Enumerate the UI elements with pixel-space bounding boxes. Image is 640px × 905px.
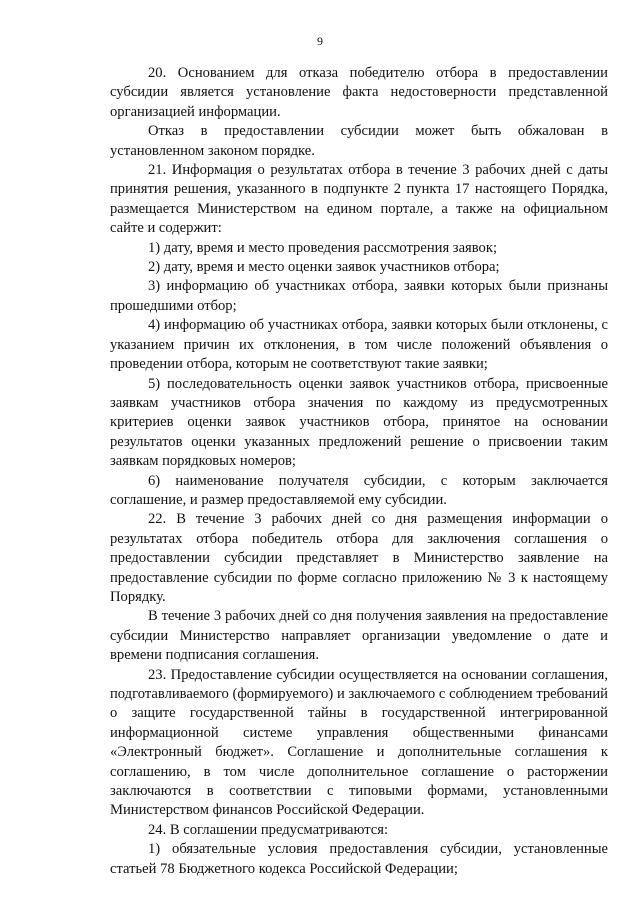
list-item-21-2: 2) дату, время и место оценки заявок участников отбора; bbox=[148, 259, 500, 276]
list-item-21-3: 3) информацию об участниках отбора, заявки которых были признаны прошедшими отбор; bbox=[110, 278, 608, 314]
list-item-21-1: 1) дату, время и место проведения рассмотрения заявок; bbox=[148, 239, 497, 256]
paragraph-20: 20. Основанием для отказа победителю отбора в предоставлении субсидии является установление факта недостоверности представленной организацией информации. bbox=[110, 65, 608, 120]
paragraph-22: 22. В течение 3 рабочих дней со дня размещения информации о результатах отбора победитель отбора для заключения соглашения о предоставлении субсидии представляет в Министерство заявление на предоставление субсидии по форме согласно приложению № 3 к настоящему Порядку. bbox=[110, 511, 608, 605]
list-item-21-6: 6) наименование получателя субсидии, с которым заключается соглашение, и размер предоставляемой ему субсидии. bbox=[110, 472, 608, 508]
page-number: 9 bbox=[317, 34, 323, 48]
document-body bbox=[110, 64, 608, 879]
paragraph-22-notice: В течение 3 рабочих дней со дня получения заявления на предоставление субсидии Министерство направляет организации уведомление о дате и времени подписания соглашения. bbox=[110, 608, 608, 664]
list-item-24-1: 1) обязательные условия предоставления субсидии, установленные статьей 78 Бюджетного кодекса Российской Федерации; bbox=[110, 841, 608, 877]
list-item-21-5: 5) последовательность оценки заявок участников отбора, присвоенные заявкам участников отбора значения по каждому из предусмотренных критериев оценки заявок участников отбора, принятое на основании результатов оценки указанных предложений решение о присвоении таким заявкам порядковых номеров; bbox=[110, 375, 608, 470]
paragraph-21: 21. Информация о результатах отбора в течение 3 рабочих дней с даты принятия решения, указанного в подпункте 2 пункта 17 настоящего Порядка, размещается Министерством на едином портале, а также на официальном сайте и содержит: bbox=[110, 162, 608, 237]
list-item-21-4: 4) информацию об участниках отбора, заявки которых были отклонены, с указанием причин их отклонения, в том числе положений объявления о проведении отбора, которым не соответствуют такие заявки; bbox=[110, 317, 608, 373]
paragraph-24: 24. В соглашении предусматриваются: bbox=[148, 821, 389, 838]
paragraph-20-appeal: Отказ в предоставлении субсидии может быть обжалован в установленном законом порядке. bbox=[110, 123, 608, 159]
paragraph-23: 23. Предоставление субсидии осуществляется на основании соглашения, подготавливаемого (формируемого) и заключаемого с соблюдением требований о защите государственной тайны в государственной интегрированной информационной системе управления общественными финансами «Электронный бюджет». Соглашение и дополнительные соглашения к соглашению, в том числе дополнительное соглашение о расторжении заключаются в соответствии с типовыми формами, установленными Министерством финансов Российской Федерации. bbox=[110, 666, 608, 819]
